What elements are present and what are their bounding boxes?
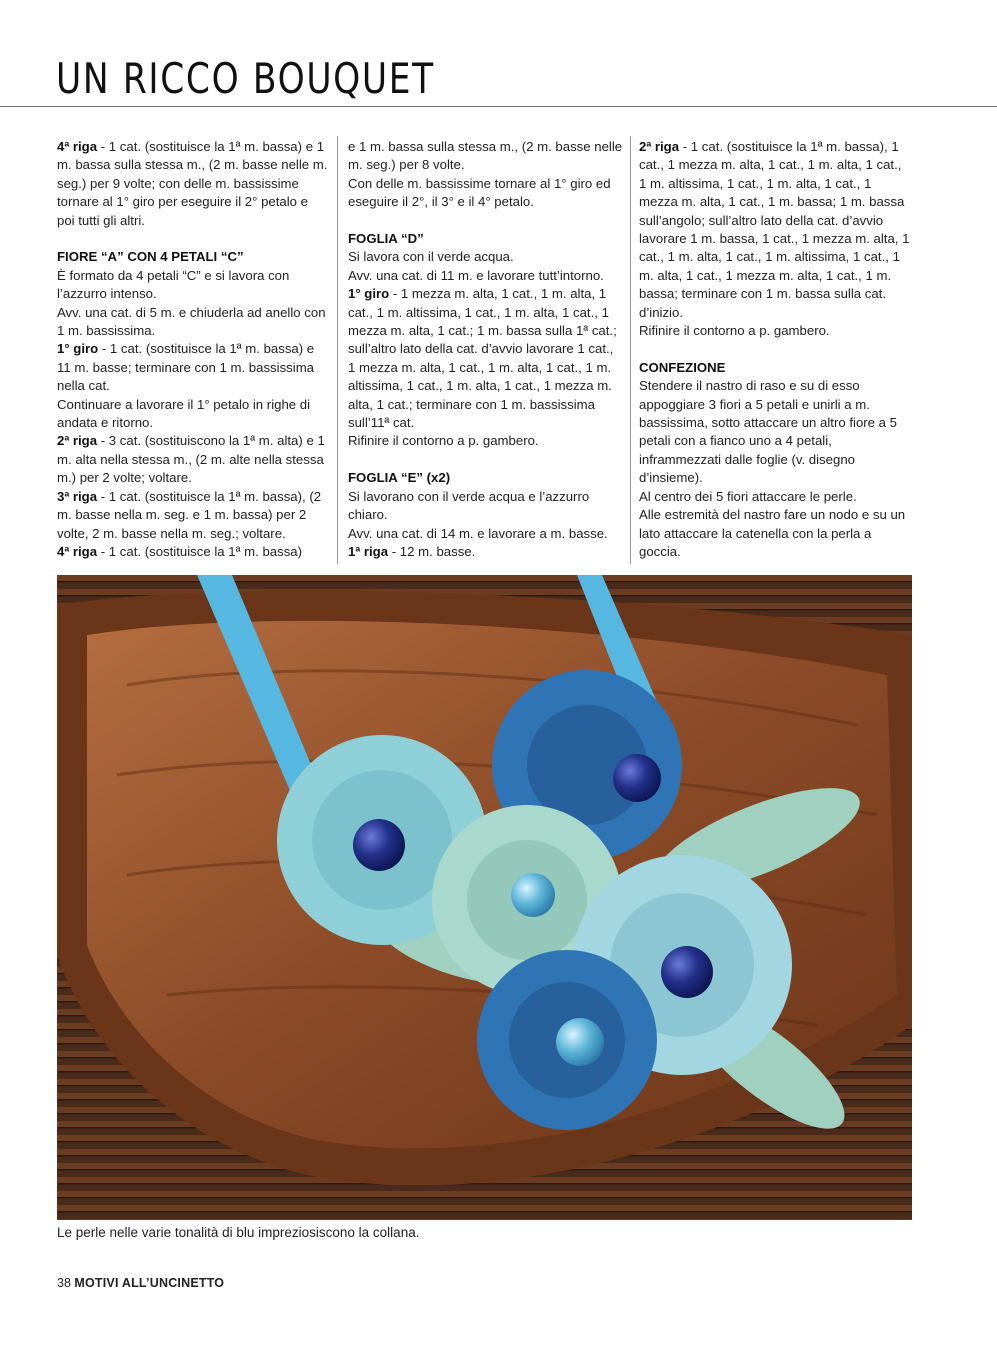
paragraph-text: Alle estremità del nastro fare un nodo e su un lato attaccare la catenella con la perla a goccia. — [639, 507, 906, 559]
paragraph — [57, 340, 329, 395]
section-heading: CONFEZIONE — [639, 359, 726, 375]
paragraph-text: Rifinire il contorno a p. gambero. — [639, 323, 830, 339]
paragraph — [639, 377, 911, 487]
paragraph — [57, 267, 329, 304]
photo-caption: Le perle nelle varie tonalità di blu impreziosiscono la collana. — [57, 1225, 420, 1240]
paragraph-gap — [639, 340, 911, 358]
title-rule — [0, 106, 997, 107]
paragraph — [639, 138, 911, 322]
paragraph-text: - 1 cat. (sostituisce la 1ª m. bassa) e 1 m. bassa sulla stessa m., (2 m. basse nelle m. seg.) per 9 volte; con delle m. bassissime tornare al 1° giro per eseguire il 2° petalo e poi tutti gli altri. — [57, 139, 328, 228]
paragraph — [348, 267, 624, 285]
paragraph — [348, 248, 624, 266]
paragraph — [57, 138, 329, 230]
paragraph-text: Stendere il nastro di raso e su di esso appoggiare 3 fiori a 5 petali e unirli a m. bassissima, sotto attaccare un altro fiore a 5 petali con a fianco uno a 4 petali, inframmezzati dalle foglie (v. disegno d’insieme). — [639, 378, 898, 486]
section-heading: FIORE “A” CON 4 PETALI “C” — [57, 249, 244, 265]
paragraph-text: - 1 cat. (sostituisce la 1ª m. bassa), 1 cat., 1 mezza m. alta, 1 cat., 1 m. alta, 1 cat., 1 m. altissima, 1 cat., 1 m. alta, 1 cat., 1 mezza m. alta, 1 cat., 1 m. bassa; 1 m. bassa sull’angolo; sull’altro lato della cat. d’avvio lavorare 1 m. bassa, 1 cat., 1 mezza m. alta, 1 cat., 1 m. alta, 1 cat., 1 m. altissima, 1 cat., 1 m. alta, 1 cat., 1 mezza m. alta, 1 cat., 1 m. bassa; terminare con 1 m. bassa sulla cat. d’inizio. — [639, 139, 910, 320]
page-footer — [57, 1276, 224, 1290]
paragraph-text: Si lavorano con il verde acqua e l’azzurro chiaro. — [348, 488, 590, 523]
paragraph — [348, 543, 624, 561]
necklace-illustration — [57, 575, 912, 1220]
step-label: 2ª riga — [57, 433, 98, 449]
paragraph-text: Con delle m. bassissime tornare al 1° giro ed eseguire il 2°, il 3° e il 4° petalo. — [348, 175, 611, 210]
paragraph — [639, 322, 911, 340]
paragraph-gap — [57, 230, 329, 248]
paragraph — [348, 432, 624, 450]
step-label: 1° giro — [57, 341, 99, 357]
paragraph-text: Avv. una cat. di 5 m. e chiuderla ad anello con 1 m. bassissima. — [57, 304, 326, 339]
paragraph-text: È formato da 4 petali “C” e si lavora con l’azzurro intenso. — [57, 267, 290, 302]
step-label: 4ª riga — [57, 139, 98, 154]
paragraph-text: - 3 cat. (sostituiscono la 1ª m. alta) e 1 m. alta nella stessa m., (2 m. alte nella stessa m.) per 2 volte; voltare. — [57, 433, 325, 486]
column-divider-2 — [630, 136, 631, 564]
paragraph-text: - 1 cat. (sostituisce la 1ª m. bassa) — [97, 543, 303, 559]
paragraph-text: Continuare a lavorare il 1° petalo in righe di andata e ritorno. — [57, 396, 311, 431]
necklace-photo — [57, 575, 912, 1220]
page-title: UN RICCO BOUQUET — [56, 54, 435, 103]
paragraph — [348, 525, 624, 543]
paragraph-gap — [348, 451, 624, 469]
paragraph — [57, 304, 329, 341]
paragraph — [57, 488, 329, 543]
step-label: 2ª riga — [639, 139, 680, 154]
step-label: 1ª riga — [348, 543, 389, 559]
paragraph — [348, 488, 624, 525]
paragraph — [639, 488, 911, 506]
paragraph-text: - 1 cat. (sostituisce la 1ª m. bassa) e 11 m. basse; terminare con 1 m. bassissima nella cat. — [57, 341, 315, 394]
column-divider-1 — [337, 136, 338, 564]
paragraph — [348, 138, 624, 175]
section-heading: FOGLIA “E” (x2) — [348, 470, 451, 486]
page-number: 38 — [57, 1276, 71, 1290]
paragraph-text: Rifinire il contorno a p. gambero. — [348, 433, 539, 449]
paragraph-text: Avv. una cat. di 11 m. e lavorare tutt’intorno. — [348, 267, 604, 283]
section-heading: FOGLIA “D” — [348, 231, 424, 247]
paragraph — [57, 543, 329, 561]
text-column-2 — [348, 138, 624, 561]
paragraph-text: Avv. una cat. di 14 m. e lavorare a m. basse. — [348, 525, 608, 541]
paragraph-text: - 12 m. basse. — [388, 543, 476, 559]
paragraph — [348, 285, 624, 432]
text-column-3 — [639, 138, 911, 561]
paragraph — [348, 175, 624, 212]
paragraph-text: e 1 m. bassa sulla stessa m., (2 m. basse nelle m. seg.) per 8 volte. — [348, 139, 623, 173]
paragraph-text: Al centro dei 5 fiori attaccare le perle. — [639, 488, 857, 504]
step-label: 1° giro — [348, 286, 390, 302]
paragraph-text: - 1 mezza m. alta, 1 cat., 1 m. alta, 1 cat., 1 m. altissima, 1 cat., 1 m. alta, 1 cat., 1 mezza m. alta, 1 cat.; 1 m. bassa sulla 1ª cat.; sull’altro lato della cat. d’avvio lavorare 1 cat., 1 mezza m. alta, 1 cat., 1 m. alta, 1 cat., 1 m. altissima, 1 cat., 1 m. alta, 1 cat., 1 mezza m. alta, 1 cat.; terminare con 1 m. bassissima sull’11ª cat. — [348, 286, 617, 431]
paragraph — [57, 432, 329, 487]
magazine-name: MOTIVI ALL’UNCINETTO — [74, 1276, 225, 1290]
paragraph-text: - 1 cat. (sostituisce la 1ª m. bassa), (2 m. basse nella m. seg. e 1 m. bassa) per 2 volte, 2 m. basse nella m. seg.; voltare. — [57, 488, 322, 541]
paragraph — [57, 396, 329, 433]
paragraph — [639, 506, 911, 561]
step-label: 4ª riga — [57, 543, 98, 559]
paragraph-gap — [348, 212, 624, 230]
step-label: 3ª riga — [57, 488, 98, 504]
text-column-1 — [57, 138, 329, 561]
paragraph-text: Si lavora con il verde acqua. — [348, 249, 514, 265]
